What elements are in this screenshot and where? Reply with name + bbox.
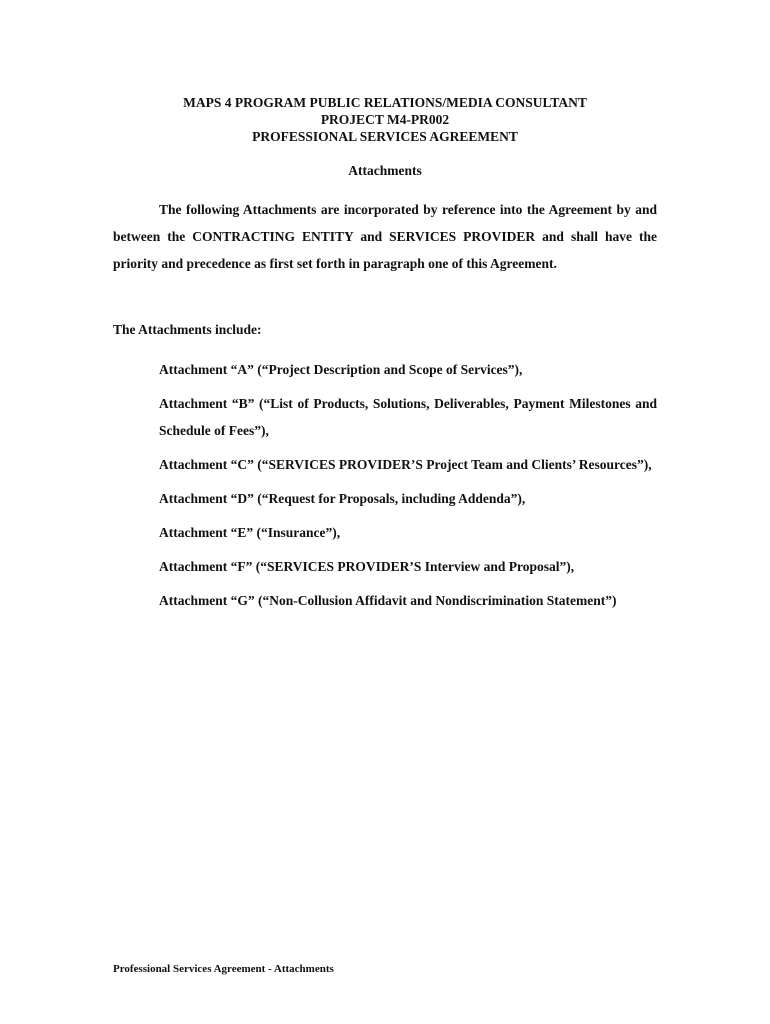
- attachments-list: [159, 356, 657, 614]
- title-line-3: PROFESSIONAL SERVICES AGREEMENT: [252, 129, 518, 144]
- intro-paragraph: The following Attachments are incorporated by reference into the Agreement by and between the CONTRACTING ENTITY and SERVICES PROVIDER and shall have the priority and precedence as first set forth in paragraph one of this Agreement.: [113, 202, 657, 271]
- section-subtitle: Attachments: [348, 163, 422, 178]
- attachment-a: Attachment “A” (“Project Description and Scope of Services”),: [159, 362, 523, 377]
- title-line-2: PROJECT M4-PR002: [320, 112, 450, 127]
- attachment-d: Attachment “D” (“Request for Proposals, including Addenda”),: [159, 491, 526, 506]
- attachment-f: Attachment “F” (“SERVICES PROVIDER’S Interview and Proposal”),: [159, 559, 575, 574]
- attachment-e: Attachment “E” (“Insurance”),: [159, 525, 341, 540]
- page-footer: Professional Services Agreement - Attachments: [113, 963, 334, 975]
- document-title: [0, 94, 770, 145]
- attachment-g: Attachment “G” (“Non-Collusion Affidavit and Nondiscrimination Statement”): [159, 593, 617, 608]
- attachment-b: Attachment “B” (“List of Products, Solutions, Deliverables, Payment Milestones and Schedule of Fees”),: [159, 396, 657, 438]
- title-line-1: MAPS 4 PROGRAM PUBLIC RELATIONS/MEDIA CONSULTANT: [183, 95, 587, 110]
- attachments-include-label: The Attachments include:: [113, 322, 262, 337]
- attachment-c: Attachment “C” (“SERVICES PROVIDER’S Project Team and Clients’ Resources”),: [159, 457, 652, 472]
